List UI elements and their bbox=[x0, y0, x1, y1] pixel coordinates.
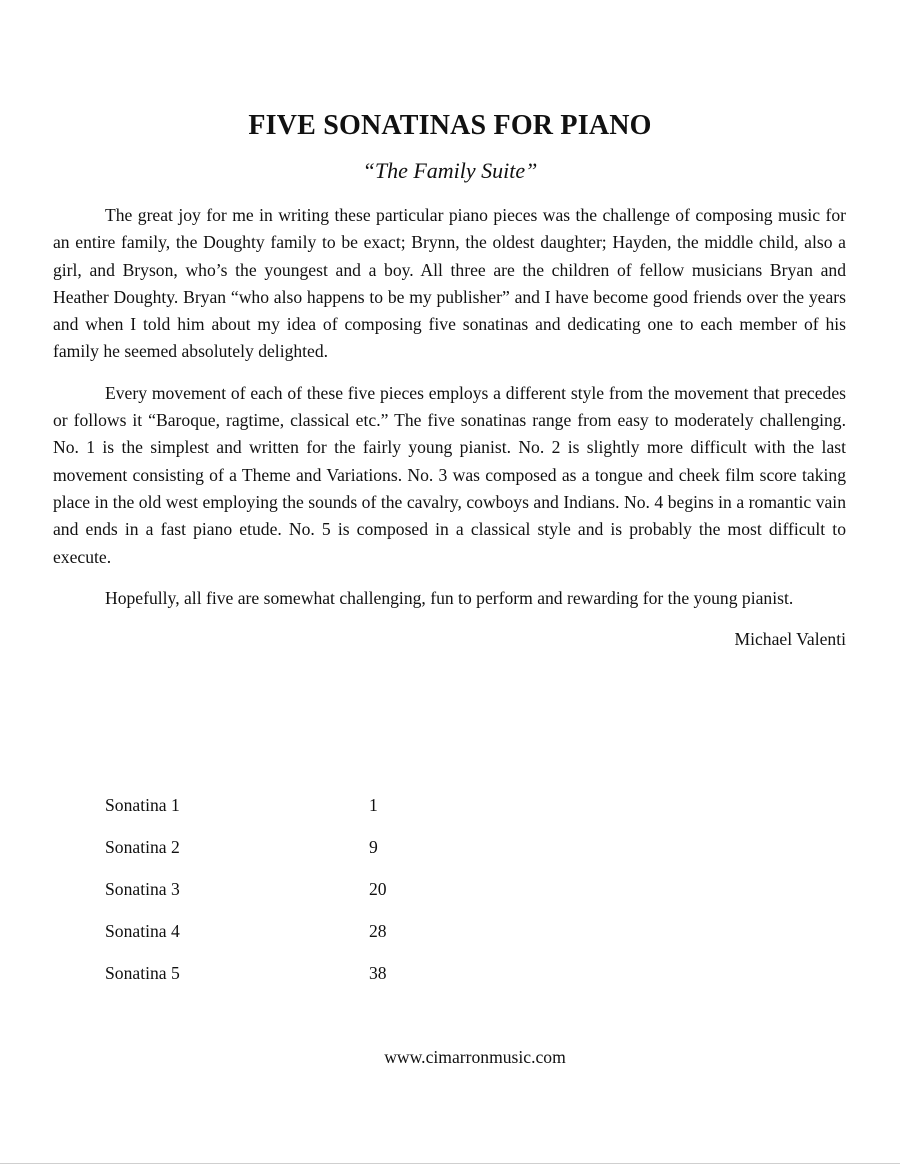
contents-page-number: 20 bbox=[369, 879, 387, 899]
contents-page-number: 1 bbox=[369, 795, 378, 815]
contents-title: Sonatina 4 bbox=[105, 921, 180, 941]
contents-row bbox=[105, 874, 505, 916]
table-of-contents bbox=[105, 790, 505, 1000]
page-subtitle: “The Family Suite” bbox=[362, 158, 538, 183]
contents-row bbox=[105, 790, 505, 832]
contents-row bbox=[105, 958, 505, 1000]
introduction-text bbox=[53, 202, 846, 653]
contents-page-number: 38 bbox=[369, 963, 387, 983]
contents-title: Sonatina 5 bbox=[105, 963, 180, 983]
author-signature: Michael Valenti bbox=[734, 629, 846, 650]
contents-title: Sonatina 3 bbox=[105, 879, 180, 899]
intro-paragraph-3: Hopefully, all five are somewhat challenging, fun to perform and rewarding for the young pianist. bbox=[105, 587, 794, 608]
contents-row bbox=[105, 832, 505, 874]
contents-title: Sonatina 1 bbox=[105, 795, 180, 815]
publisher-url: www.cimarronmusic.com bbox=[384, 1047, 566, 1067]
contents-row bbox=[105, 916, 505, 958]
contents-page-number: 28 bbox=[369, 921, 387, 941]
intro-paragraph-2: Every movement of each of these five pieces employs a different style from the movement that precedes or follows it “Baroque, ragtime, classical etc.” The five sonatinas range from easy to moderately challenging. No. 1 is the simplest and written for the fairly young pianist. No. 2 is slightly more difficult with the last movement consisting of a Theme and Variations. No. 3 was composed as a tongue and cheek film score taking place in the old west employing the sounds of the cavalry, cowboys and Indians. No. 4 begins in a romantic vain and ends in a fast piano etude. No. 5 is composed in a classical style and is probably the most difficult to execute. bbox=[53, 382, 846, 567]
contents-title: Sonatina 2 bbox=[105, 837, 180, 857]
intro-paragraph-1: The great joy for me in writing these particular piano pieces was the challenge of composing music for an entire family, the Doughty family to be exact; Brynn, the oldest daughter; Hayden, the middle child, also a girl, and Bryson, who’s the youngest and a boy. All three are the children of fellow musicians Bryan and Heather Doughty. Bryan “who also happens to be my publisher” and I have become good friends over the years and when I told him about my idea of composing five sonatinas and dedicating one to each member of his family he seemed absolutely delighted. bbox=[53, 205, 846, 362]
contents-page-number: 9 bbox=[369, 837, 378, 857]
page-title: FIVE SONATINAS FOR PIANO bbox=[248, 110, 652, 141]
